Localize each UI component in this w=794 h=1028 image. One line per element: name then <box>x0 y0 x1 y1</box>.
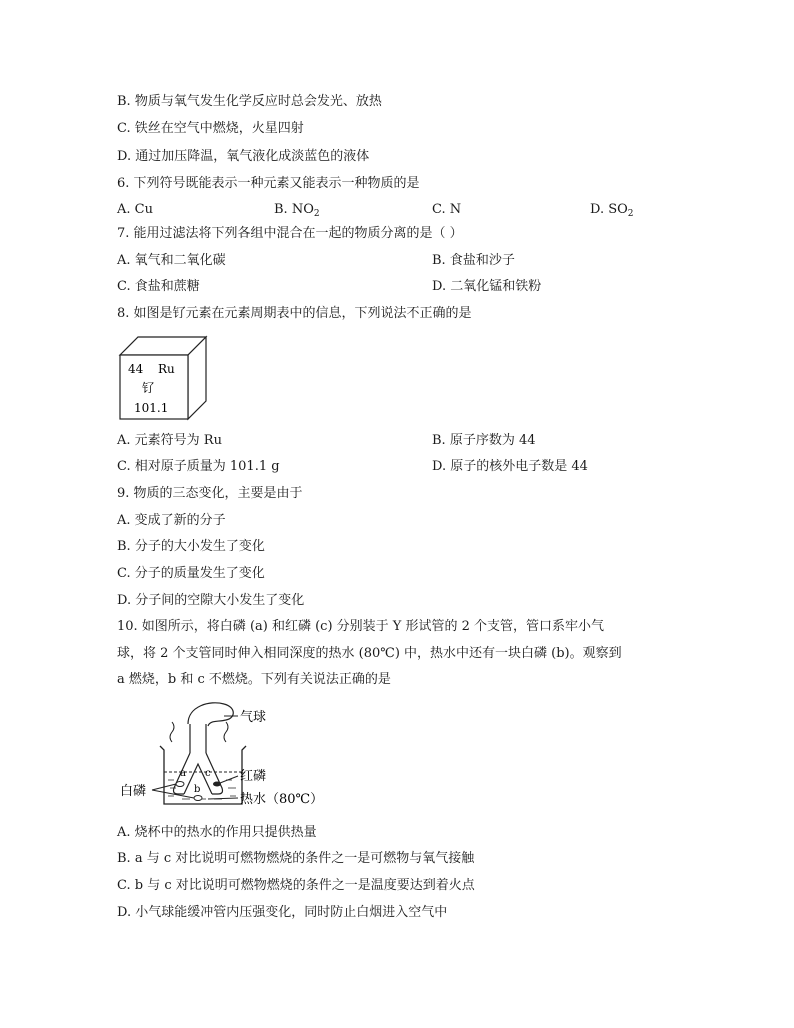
q9-option-d: D. 分子间的空隙大小发生了变化 <box>117 593 305 608</box>
q10-option-b: B. a 与 c 对比说明可燃物燃烧的条件之一是可燃物与氧气接触 <box>117 851 475 866</box>
q7-option-c: C. 食盐和蔗糖 <box>117 279 200 294</box>
q6-stem: 6. 下列符号既能表示一种元素又能表示一种物质的是 <box>117 176 420 191</box>
label-b: b <box>194 784 201 795</box>
q10-stem-line2: 球，将 2 个支管同时伸入相同深度的热水 (80℃) 中，热水中还有一块白磷 (b)。观察到 <box>117 646 622 661</box>
q5-option-d: D. 通过加压降温，氧气液化成淡蓝色的液体 <box>117 149 370 164</box>
q7-option-d: D. 二氧化锰和铁粉 <box>432 279 542 294</box>
label-a: a <box>180 768 186 779</box>
q9-stem: 9. 物质的三态变化，主要是由于 <box>117 486 303 501</box>
atomic-number: 44 <box>128 362 144 376</box>
white-phosphorus-a <box>176 782 184 787</box>
y-tube-experiment-figure <box>118 698 328 810</box>
q8-stem: 8. 如图是钌元素在元素周期表中的信息，下列说法不正确的是 <box>117 306 472 321</box>
label-white-phosphorus: 白磷 <box>120 784 147 799</box>
q10-option-a: A. 烧杯中的热水的作用只提供热量 <box>117 825 317 840</box>
q7-option-b: B. 食盐和沙子 <box>432 253 515 268</box>
q8-option-a: A. 元素符号为 Ru <box>117 433 222 448</box>
q9-option-c: C. 分子的质量发生了变化 <box>117 566 265 581</box>
label-red-phosphorus: 红磷 <box>240 769 267 784</box>
atomic-mass: 101.1 <box>134 401 169 415</box>
label-hot-water: 热水（80℃） <box>240 792 324 807</box>
q8-option-c: C. 相对原子质量为 101.1 g <box>117 459 280 474</box>
q9-option-b: B. 分子的大小发生了变化 <box>117 539 265 554</box>
q6-option-c: C. N <box>432 202 462 217</box>
q7-option-a: A. 氧气和二氧化碳 <box>117 253 226 268</box>
q10-stem-line3: a 燃烧，b 和 c 不燃烧。下列有关说法正确的是 <box>117 672 391 687</box>
element-ruthenium-figure <box>118 335 210 421</box>
label-c: c <box>205 768 211 779</box>
q6-option-a: A. Cu <box>117 202 153 217</box>
q10-option-c: C. b 与 c 对比说明可燃物燃烧的条件之一是温度要达到着火点 <box>117 878 475 893</box>
label-balloon: 气球 <box>240 710 267 725</box>
q6-option-d: D. $SO_2$ <box>590 202 634 219</box>
q8-option-d: D. 原子的核外电子数是 44 <box>432 459 588 474</box>
element-symbol: Ru <box>158 362 175 376</box>
q10-stem-line1: 10. 如图所示，将白磷 (a) 和红磷 (c) 分别装于 Y 形试管的 2 个支管，管口系牢小气 <box>117 619 605 634</box>
q9-option-a: A. 变成了新的分子 <box>117 513 226 528</box>
q6-option-b: B. $NO_2$ <box>274 202 320 219</box>
q5-option-c: C. 铁丝在空气中燃烧，火星四射 <box>117 121 304 136</box>
q10-option-d: D. 小气球能缓冲管内压强变化，同时防止白烟进入空气中 <box>117 905 448 920</box>
q7-stem: 7. 能用过滤法将下列各组中混合在一起的物质分离的是（ ） <box>117 226 463 241</box>
element-name: 钌 <box>142 381 155 395</box>
q5-option-b: B. 物质与氧气发生化学反应时总会发光、放热 <box>117 94 382 109</box>
white-phosphorus-b <box>194 796 202 801</box>
q8-option-b: B. 原子序数为 44 <box>432 433 536 448</box>
red-phosphorus-c <box>213 782 221 787</box>
